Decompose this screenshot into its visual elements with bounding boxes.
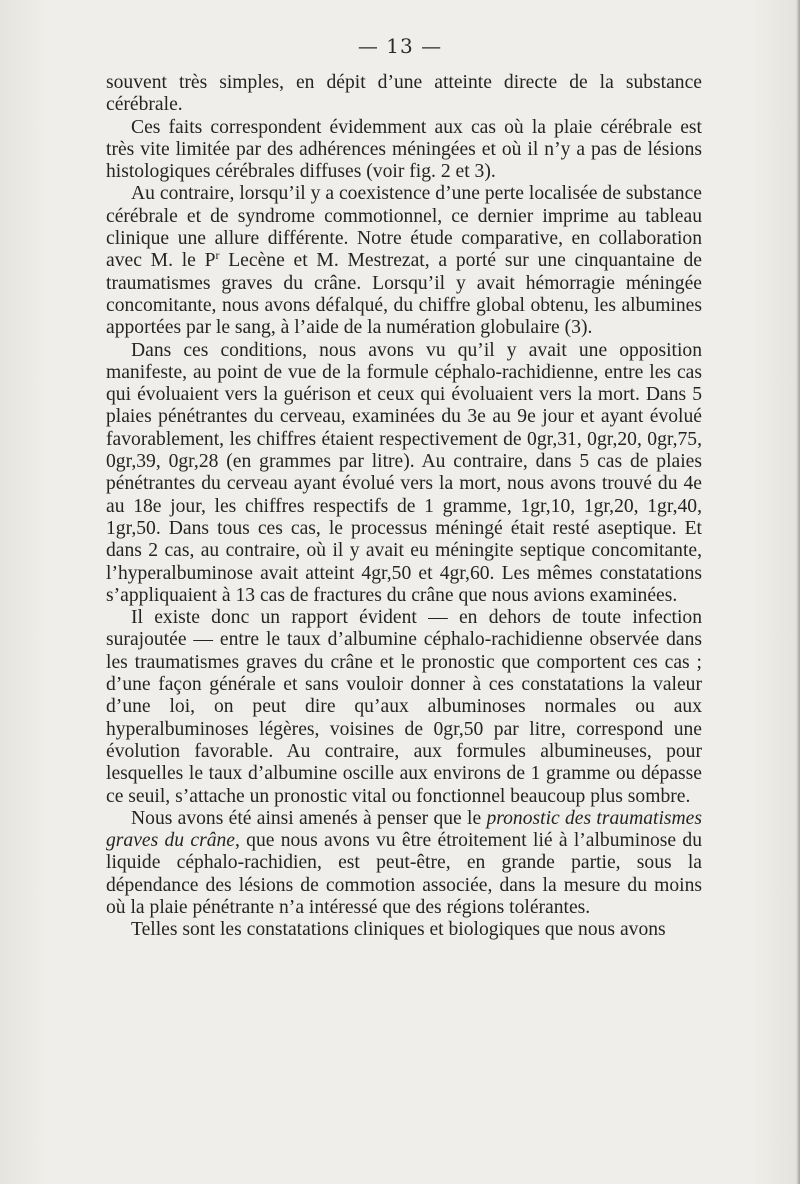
superscript: r [215,249,220,263]
paragraph-continuation: souvent très simples, en dépit d’une atteinte directe de la substance cérébrale. [106,72,702,116]
paragraph: Il existe donc un rapport évident — en dehors de toute infection surajoutée — entre le taux d’albumine céphalo-rachidienne observée dans les traumatismes graves du crâne et le pronostic que comportent ces cas ; d’une façon générale et sans vouloir donner à ces constatations la valeur d’une loi, on peut dire qu’aux albuminoses normales ou aux hyperalbuminoses légères, voisines de 0gr,50 par litre, correspond une évolution favorable. Au contraire, aux formules albumineuses, pour lesquelles le taux d’albumine oscille aux environs de 1 gramme ou dépasse ce seuil, s’attache un pronostic vital ou fonctionnel beaucoup plus sombre. [106,607,702,807]
paragraph [106,808,702,919]
paragraph [106,183,702,339]
page-spine-shadow [796,0,800,1184]
italic-phrase: pronostic des traumatismes graves du crâne [106,807,702,852]
page-number: — 13 — [357,34,443,58]
paragraph-text: , que nous avons vu être étroitement lié à l’albuminose du liquide céphalo-rachidien, est peut-être, en grande partie, sous la dépendance des lésions de commotion associée, dans la mesure du moins où la plaie pénétrante n’a intéressé que des régions tolérantes. [106,830,702,918]
paragraph-text: Lecène et M. Mestrezat, a porté sur une cinquantaine de traumatismes graves du crâne. Lorsqu’il y avait hémorragie méningée concomitante, nous avons défalqué, du chiffre global obtenu, les albumines apportées par le sang, à l’aide de la numération globulaire (3). [106,250,702,339]
paragraph: Dans ces conditions, nous avons vu qu’il y avait une opposition manifeste, au point de vue de la formule céphalo-rachidienne, entre les cas qui évoluaient vers la guérison et ceux qui évoluaient vers la mort. Dans 5 plaies pénétrantes du cerveau, examinées du 3e au 9e jour et ayant évolué favorablement, les chiffres étaient respectivement de 0gr,31, 0gr,20, 0gr,75, 0gr,39, 0gr,28 (en grammes par litre). Au contraire, dans 5 cas de plaies pénétrantes du cerveau ayant évolué vers la mort, nous avons trouvé du 4e au 18e jour, les chiffres respectifs de 1 gramme, 1gr,10, 1gr,20, 1gr,40, 1gr,50. Dans tous ces cas, le processus méningé était resté aseptique. Et dans 2 cas, au contraire, où il y avait eu méningite septique concomitante, l’hyperalbuminose avait atteint 4gr,50 et 4gr,60. Les mêmes constatations s’appliquaient à 13 cas de fractures du crâne que nous avions examinées. [106,339,702,606]
paragraph: Ces faits correspondent évidemment aux cas où la plaie cérébrale est très vite limitée par des adhérences méningées et où il n’y a pas de lésions histologiques cérébrales diffuses (voir fig. 2 et 3). [106,116,702,183]
paragraph-text: Nous avons été ainsi amenés à penser que le [131,807,487,829]
paragraph: Telles sont les constatations cliniques et biologiques que nous avons [131,919,666,941]
paragraph-text: Au contraire, lorsqu’il y a coexistence d’une perte localisée de substance cérébrale et de syndrome commotionnel, ce dernier imprime au tableau clinique une allure différente. Notre étude comparative, en collaboration avec M. le P [106,183,702,272]
body-text [106,72,702,942]
